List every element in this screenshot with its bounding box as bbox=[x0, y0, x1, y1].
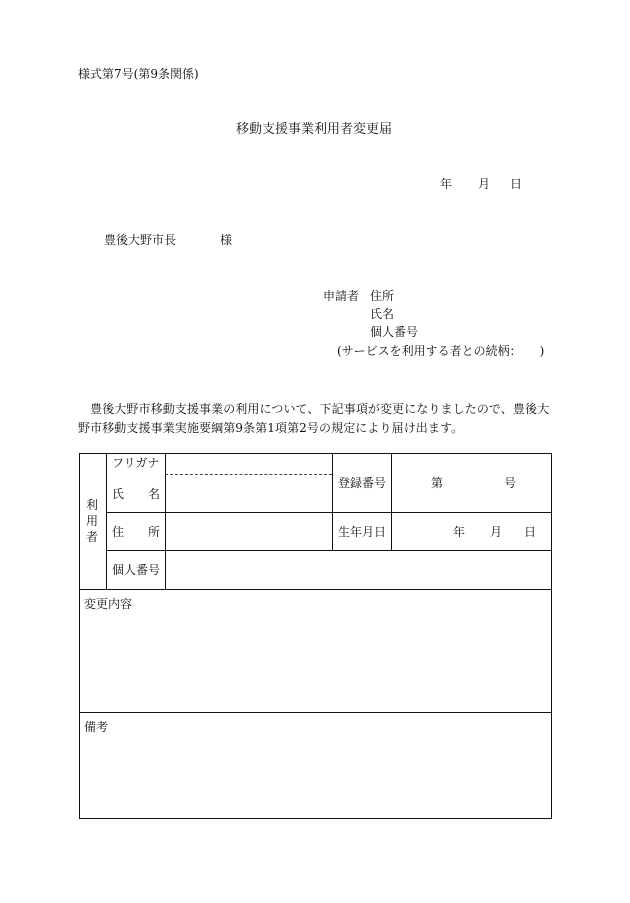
col-divider-label bbox=[165, 453, 166, 589]
form-style-label: 様式第7号(第9条関係) bbox=[78, 67, 199, 81]
col-divider-right bbox=[391, 453, 392, 551]
furigana-divider bbox=[165, 474, 332, 475]
date-year-label: 年 bbox=[440, 177, 453, 191]
dob-month-label: 月 bbox=[490, 525, 503, 539]
row-divider-2 bbox=[106, 550, 552, 551]
registration-label: 登録番号 bbox=[338, 476, 387, 490]
dob-year-label: 年 bbox=[453, 525, 466, 539]
furigana-label: フリガナ bbox=[112, 456, 160, 470]
row-divider-4 bbox=[79, 712, 552, 713]
name-label: 氏 名 bbox=[112, 487, 161, 501]
changes-field[interactable] bbox=[81, 615, 549, 710]
applicant-id-label: 個人番号 bbox=[370, 325, 419, 339]
applicant-name-label: 氏名 bbox=[370, 307, 395, 321]
remarks-field[interactable] bbox=[81, 738, 549, 816]
changes-label: 変更内容 bbox=[84, 597, 133, 611]
col-divider-user bbox=[106, 453, 107, 589]
dob-label: 生年月日 bbox=[338, 525, 387, 539]
date-month-label: 月 bbox=[478, 177, 491, 191]
table-border-right bbox=[551, 453, 552, 819]
id-label: 個人番号 bbox=[112, 563, 161, 577]
user-label: 利用者 bbox=[85, 498, 98, 544]
relation-note: (サービスを利用する者との続柄： ) bbox=[337, 344, 545, 358]
address-label: 住 所 bbox=[112, 525, 161, 539]
table-border-top bbox=[79, 453, 552, 454]
applicant-label: 申請者 bbox=[323, 289, 360, 303]
registration-suffix: 号 bbox=[504, 476, 517, 490]
form-title: 移動支援事業利用者変更届 bbox=[236, 122, 393, 137]
row-divider-1 bbox=[106, 512, 552, 513]
id-field[interactable] bbox=[167, 552, 549, 588]
user-info-table bbox=[79, 453, 552, 819]
declaration-text: 豊後大野市移動支援事業の利用について、下記事項が変更になりましたので、豊後大野市移動支援事業実施要綱第9条第1項第2号の規定により届け出ます。 bbox=[78, 402, 550, 435]
date-day-label: 日 bbox=[510, 177, 523, 191]
remarks-label: 備考 bbox=[84, 720, 109, 734]
name-field[interactable] bbox=[167, 476, 331, 511]
row-divider-3 bbox=[79, 589, 552, 590]
registration-prefix: 第 bbox=[431, 476, 444, 490]
table-border-bottom bbox=[79, 818, 552, 819]
applicant-address-label: 住所 bbox=[370, 289, 395, 303]
table-border-left bbox=[79, 453, 80, 819]
dob-day-label: 日 bbox=[524, 525, 537, 539]
furigana-field[interactable] bbox=[167, 455, 331, 473]
addressee-name: 豊後大野市長 bbox=[104, 233, 177, 247]
addressee-honorific: 様 bbox=[220, 233, 233, 247]
address-field[interactable] bbox=[167, 514, 331, 549]
col-divider-middle bbox=[332, 453, 333, 551]
